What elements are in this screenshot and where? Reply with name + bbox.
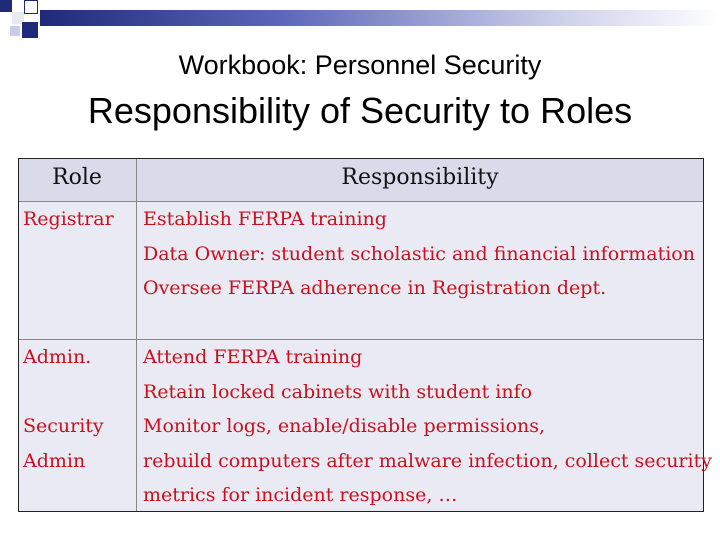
slide-title: Responsibility of Security to Roles [87, 90, 633, 131]
decor-square [24, 0, 38, 14]
responsibility-line: Data Owner: student scholastic and financial information [143, 242, 695, 265]
role-line [23, 375, 133, 410]
header-responsibility: Responsibility [341, 165, 499, 190]
table-row [19, 340, 712, 511]
header-role: Role [52, 165, 102, 190]
table-row [19, 202, 703, 339]
role-cell [23, 202, 133, 237]
decor-square [0, 14, 10, 24]
responsibility-line: Monitor logs, enable/disable permissions, [143, 415, 546, 437]
responsibility-line: Establish FERPA training [143, 208, 387, 230]
header-gradient-bar [40, 10, 720, 26]
column-divider [136, 159, 137, 511]
role-line: Admin [23, 449, 86, 472]
row-divider [19, 339, 703, 340]
responsibility-line: metrics for incident response, … [143, 484, 458, 506]
role-line: Security [23, 415, 104, 437]
slide-supertitle: Workbook: Personnel Security [178, 50, 542, 80]
table-header [19, 159, 703, 202]
responsibility-line: Retain locked cabinets with student info [143, 380, 533, 403]
responsibility-line: Oversee FERPA adherence in Registration dept. [143, 277, 607, 299]
responsibility-cell [143, 202, 695, 306]
decor-square [22, 22, 38, 38]
role-line: Registrar [23, 208, 114, 230]
responsibility-cell [143, 340, 712, 513]
responsibility-line: rebuild computers after malware infection, collect security [143, 449, 712, 472]
role-line: Admin. [23, 346, 92, 368]
role-cell [23, 340, 133, 478]
decor-square [10, 26, 20, 36]
roles-table [18, 158, 712, 512]
responsibility-line: Attend FERPA training [143, 346, 363, 368]
decor-square [0, 0, 12, 12]
